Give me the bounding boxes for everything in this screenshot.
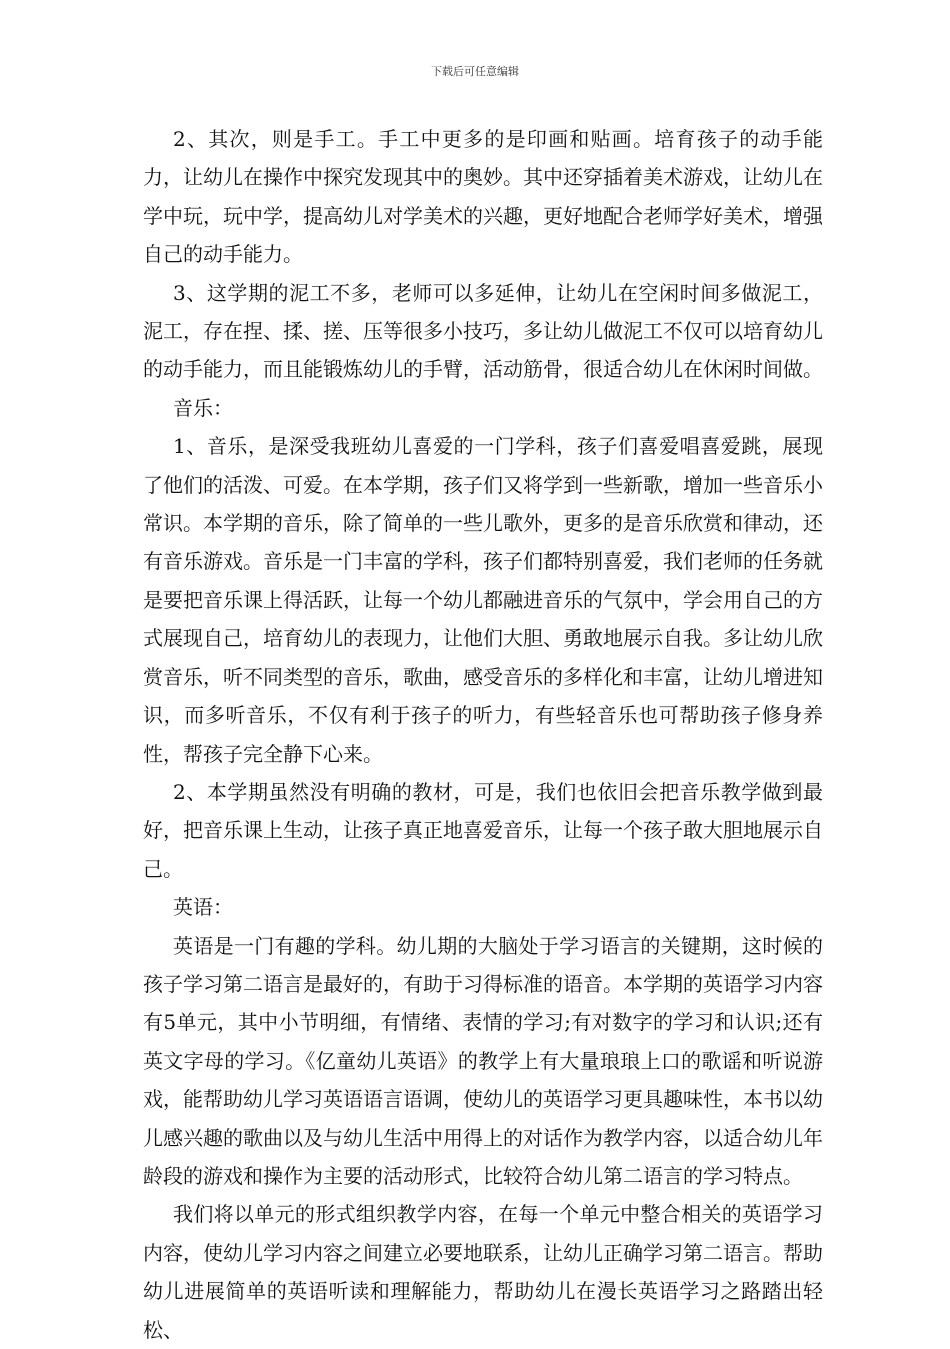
paragraph-music-2: 2、本学期虽然没有明确的教材，可是，我们也依旧会把音乐教学做到最好，把音乐课上生动，让孩子真正地喜爱音乐，让每一个孩子敢大胆地展示自己。	[143, 779, 823, 881]
section-heading-music: 音乐：	[173, 395, 233, 420]
paragraph-english-1: 英语是一门有趣的学科。幼儿期的大脑处于学习语言的关键期，这时候的孩子学习第二语言是最好的，有助于习得标准的语音。本学期的英语学习内容有5单元，其中小节明细，有情绪、表情的学习;有对数字的学习和认识;还有英文字母的学习。《亿童幼儿英语》的教学上有大量琅琅上口的歌谣和听说游戏，能帮助幼儿学习英语语言语调，使幼儿的英语学习更具趣味性，本书以幼儿感兴趣的歌曲以及与幼儿生活中用得上的对话作为教学内容，以适合幼儿年龄段的游戏和操作为主要的活动形式，比较符合幼儿第二语言的学习特点。	[143, 933, 823, 1188]
page-header: 下载后可任意编辑	[431, 65, 519, 78]
paragraph-handcraft: 2、其次，则是手工。手工中更多的是印画和贴画。培育孩子的动手能力，让幼儿在操作中探究发现其中的奥妙。其中还穿插着美术游戏，让幼儿在学中玩，玩中学，提高幼儿对学美术的兴趣，更好地配合老师学好美术，增强自己的动手能力。	[143, 127, 823, 267]
section-heading-english: 英语：	[173, 895, 233, 920]
paragraph-music-1: 1、音乐，是深受我班幼儿喜爱的一门学科，孩子们喜爱唱喜爱跳，展现了他们的活泼、可爱。在本学期，孩子们又将学到一些新歌，增加一些音乐小常识。本学期的音乐，除了简单的一些儿歌外，更多的是音乐欣赏和律动，还有音乐游戏。音乐是一门丰富的学科，孩子们都特别喜爱，我们老师的任务就是要把音乐课上得活跃，让每一个幼儿都融进音乐的气氛中，学会用自己的方式展现自己，培育幼儿的表现力，让他们大胆、勇敢地展示自我。多让幼儿欣赏音乐，听不同类型的音乐，歌曲，感受音乐的多样化和丰富，让幼儿增进知识，而多听音乐，不仅有利于孩子的听力，有些轻音乐也可帮助孩子修身养性，帮孩子完全静下心来。	[143, 434, 823, 766]
document-body	[143, 120, 823, 1349]
paragraph-english-2: 我们将以单元的形式组织教学内容，在每一个单元中整合相关的英语学习内容，使幼儿学习内容之间建立必要地联系，让幼儿正确学习第二语言。帮助幼儿进展简单的英语听读和理解能力，帮助幼儿在漫长英语学习之路踏出轻松、	[143, 1202, 823, 1342]
paragraph-clay: 3、这学期的泥工不多，老师可以多延伸，让幼儿在空闲时间多做泥工，泥工，存在捏、揉、搓、压等很多小技巧，多让幼儿做泥工不仅可以培育幼儿的动手能力，而且能锻炼幼儿的手臂，活动筋骨，很适合幼儿在休闲时间做。	[143, 280, 823, 382]
